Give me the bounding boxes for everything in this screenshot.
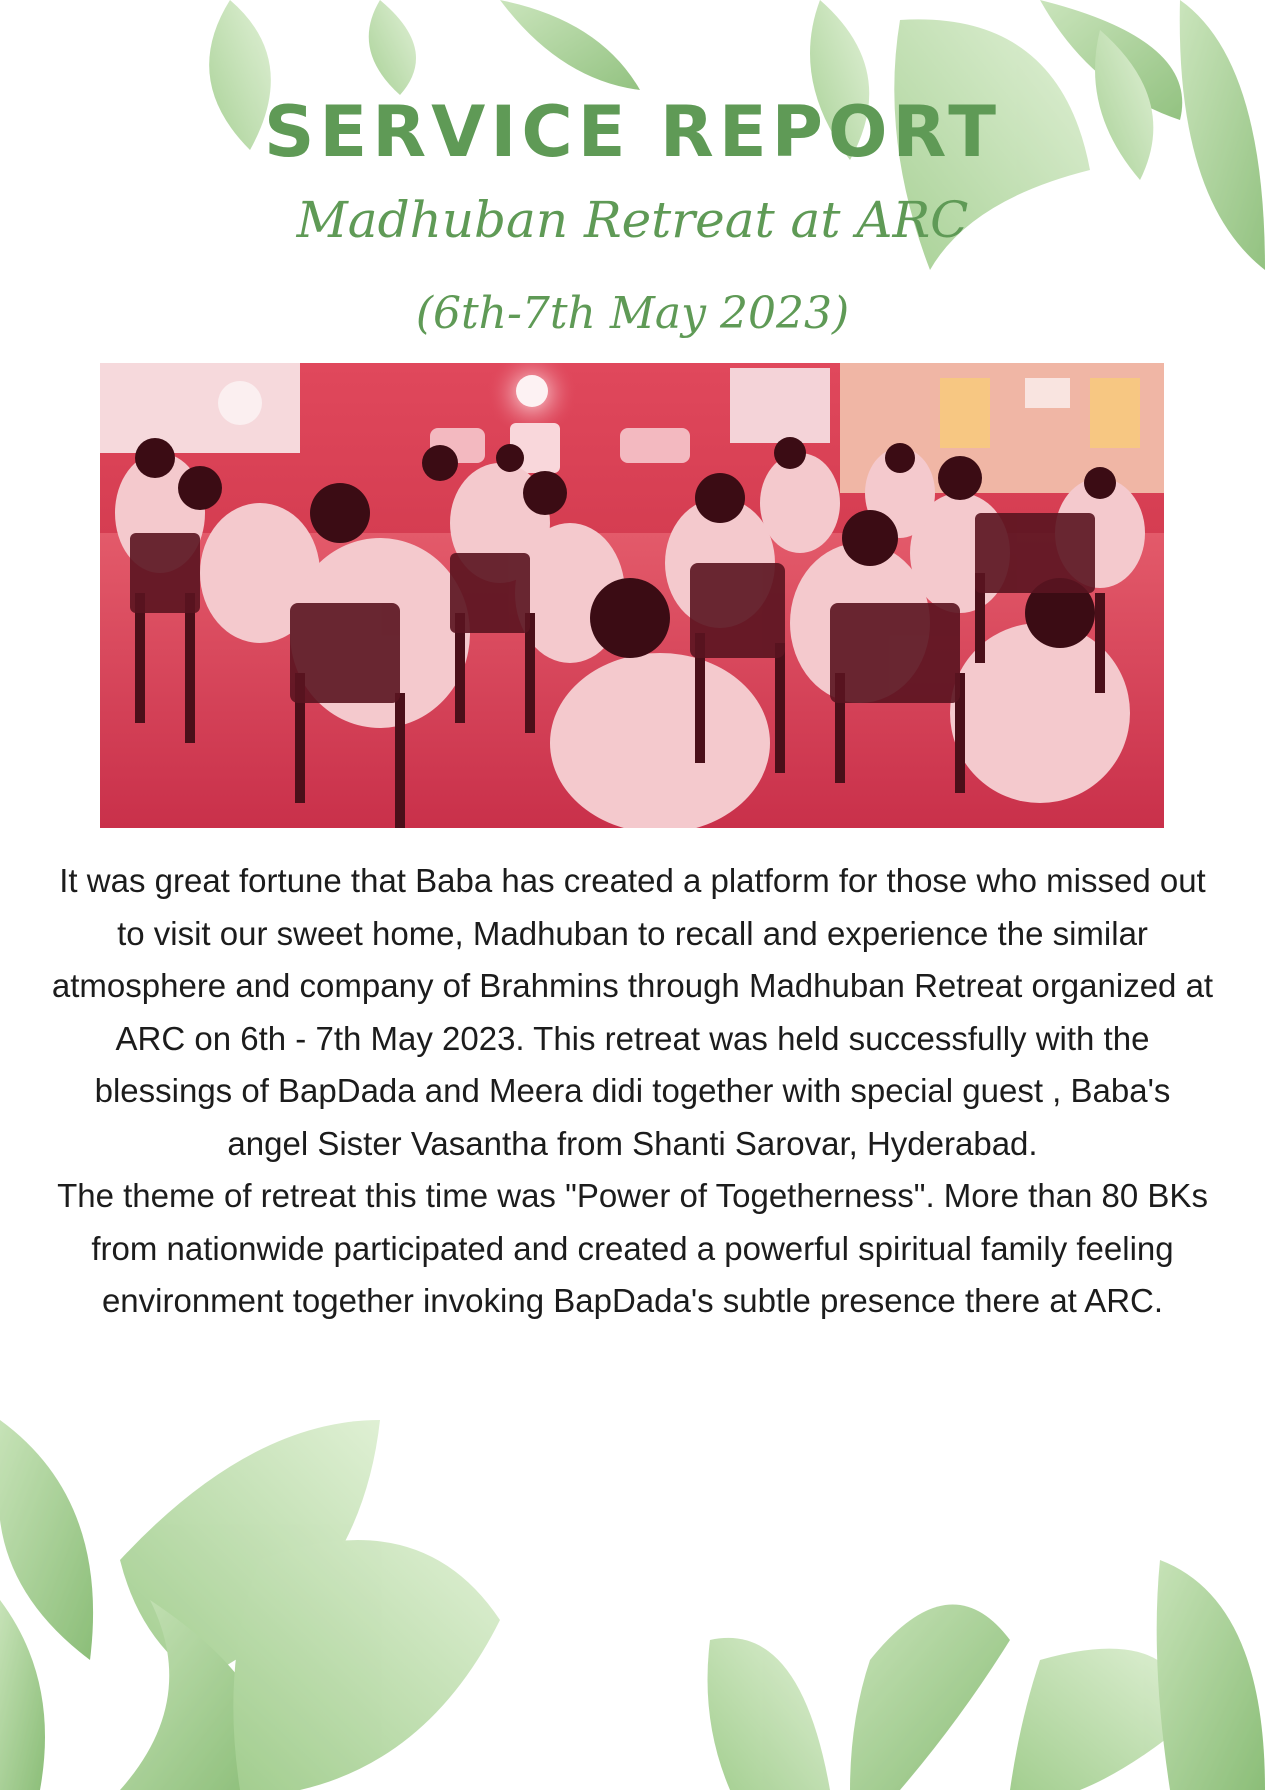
- report-title: SERVICE REPORT: [264, 91, 1001, 173]
- report-subtitle-event: Madhuban Retreat at ARC: [296, 191, 969, 249]
- report-body: [50, 855, 1215, 1328]
- report-subtitle-dates: (6th-7th May 2023): [415, 288, 850, 339]
- report-paragraph-theme: The theme of retreat this time was "Power of Togetherness". More than 80 BKs from nationwide participated and created a powerful spiritual family feeling environment together invoking BapDada's subtle presence there at ARC.: [57, 1177, 1208, 1319]
- report-paragraph-intro: It was great fortune that Baba has created a platform for those who missed out to visit our sweet home, Madhuban to recall and experience the similar atmosphere and company of Brahmins through Madhuban Retreat organized at ARC on 6th - 7th May 2023. This retreat was held successfully with the blessings of BapDada and Meera didi together with special guest , Baba's angel Sister Vasantha from Shanti Sarovar, Hyderabad.: [51, 862, 1214, 1162]
- retreat-hall-photo: [100, 363, 1164, 828]
